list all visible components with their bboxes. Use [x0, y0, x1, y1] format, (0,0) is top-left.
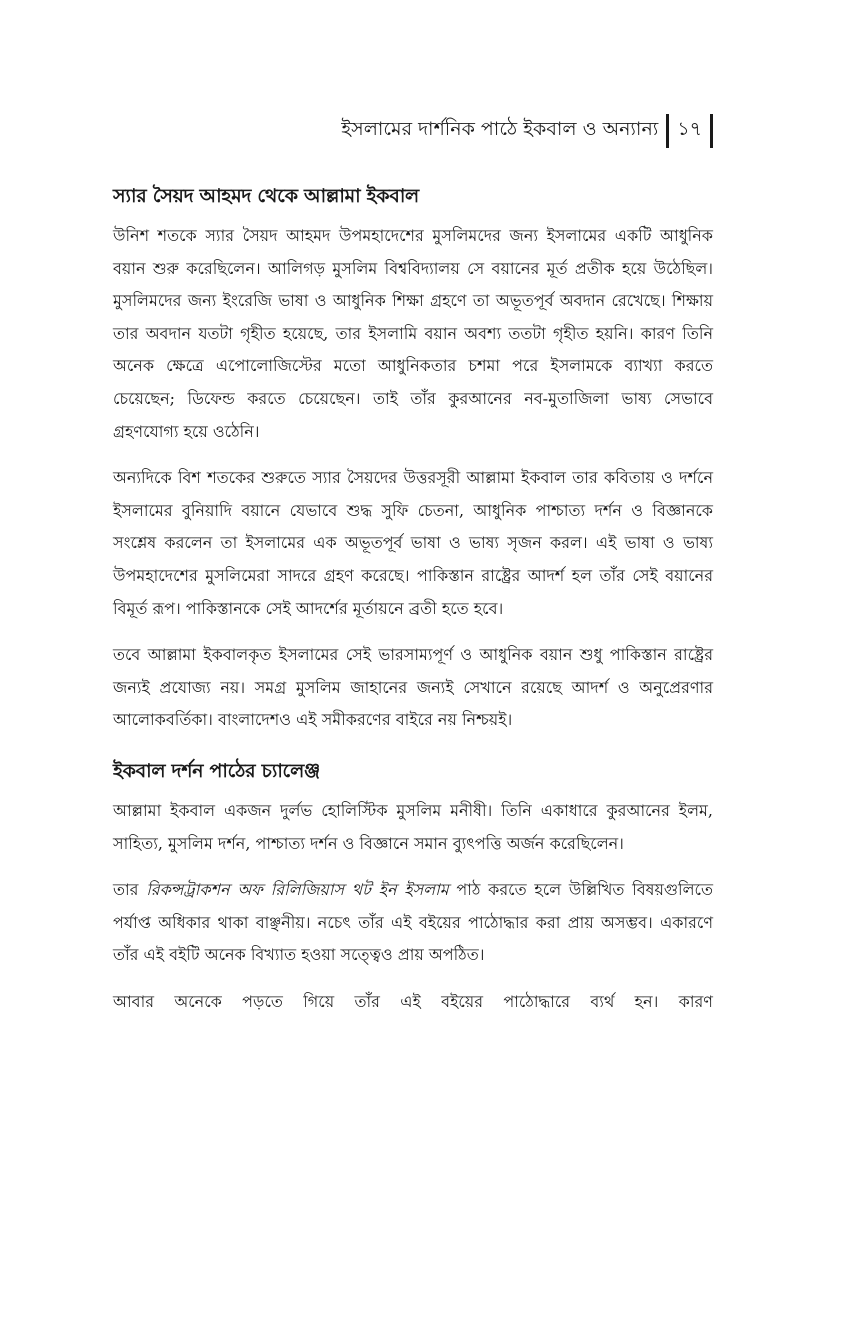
- page-header: [341, 112, 713, 150]
- header-rule-left: [666, 114, 669, 148]
- paragraph-with-book-title: [113, 874, 713, 972]
- section-heading: স্যার সৈয়দ আহমদ থেকে আল্লামা ইকবাল: [113, 185, 419, 207]
- book-title: রিকন্সট্রাকশন অফ রিলিজিয়াস থট ইন ইসলাম: [146, 880, 449, 900]
- paragraph: উনিশ শতকে স্যার সৈয়দ আহমদ উপমহাদেশের মুসলিমদের জন্য ইসলামের একটি আধুনিক বয়ান শুরু করেছিলেন। আলিগড় মুসলিম বিশ্ববিদ্যালয় সে বয়ানের মূর্ত প্রতীক হয়ে উঠেছিল। মুসলিমদের জন্য ইংরেজি ভাষা ও আধুনিক শিক্ষা গ্রহণে তা অভূতপূর্ব অবদান রেখেছে। শিক্ষায় তার অবদান যতটা গৃহীত হয়েছে, তার ইসলামি বয়ান অবশ্য ততটা গৃহীত হয়নি। কারণ তিনি অনেক ক্ষেত্রে এপোলোজিস্টের মতো আধুনিকতার চশমা পরে ইসলামকে ব্যাখ্যা করতে চেয়েছেন; ডিফেন্ড করতে চেয়েছেন। তাই তাঁর কুরআনের নব-মুতাজিলা ভাষ্য সেভাবে গ্রহণযোগ্য হয়ে ওঠেনি।: [113, 226, 713, 441]
- page-body: [113, 178, 713, 1032]
- text-run: তার: [113, 880, 147, 900]
- running-title: ইসলামের দার্শনিক পাঠে ইকবাল ও অন্যান্য: [341, 118, 659, 140]
- text-run: পাঠ করতে হলে উল্লিখিত বিষয়গুলিতে পর্যাপ্ত অধিকার থাকা বাঞ্ছনীয়। নচেৎ তাঁর এই বইয়ের পাঠোদ্ধার করা প্রায় অসম্ভব। একারণে তাঁর এই বইটি অনেক বিখ্যাত হওয়া সত্ত্বেও প্রায় অপঠিত।: [113, 880, 713, 965]
- paragraph: তবে আল্লামা ইকবালকৃত ইসলামের সেই ভারসাম্যপূর্ণ ও আধুনিক বয়ান শুধু পাকিস্তান রাষ্ট্রের জন্যই প্রযোজ্য নয়। সমগ্র মুসলিম জাহানের জন্যই সেখানে রয়েছে আদর্শ ও অনুপ্রেরণার আলোকবর্তিকা। বাংলাদেশও এই সমীকরণের বাইরে নয় নিশ্চয়ই।: [113, 645, 713, 730]
- paragraph: আল্লামা ইকবাল একজন দুর্লভ হোলিস্টিক মুসলিম মনীষী। তিনি একাধারে কুরআনের ইলম, সাহিত্য, মুসলিম দর্শন, পাশ্চাত্য দর্শন ও বিজ্ঞানে সমান ব্যুৎপত্তি অর্জন করেছিলেন।: [113, 800, 713, 853]
- section-iqbal-philosophy-challenge: [113, 753, 713, 1019]
- paragraph: আবার অনেকে পড়তে গিয়ে তাঁর এই বইয়ের পাঠোদ্ধারে ব্যর্থ হন। কারণ: [113, 991, 713, 1011]
- section-syed-ahmad-to-iqbal: [113, 178, 713, 737]
- header-rule-right: [710, 114, 713, 148]
- section-heading: ইকবাল দর্শন পাঠের চ্যালেঞ্জ: [113, 759, 320, 782]
- page-number: ১৭: [677, 118, 702, 140]
- paragraph: অন্যদিকে বিশ শতকের শুরুতে স্যার সৈয়দের উত্তরসূরী আল্লামা ইকবাল তার কবিতায় ও দর্শনে ইসলামের বুনিয়াদি বয়ানে যেভাবে শুদ্ধ সুফি চেতনা, আধুনিক পাশ্চাত্য দর্শন ও বিজ্ঞানকে সংশ্লেষ করলেন তা ইসলামের এক অভূতপূর্ব ভাষা ও ভাষ্য সৃজন করল। এই ভাষা ও ভাষ্য উপমহাদেশের মুসলিমেরা সাদরে গ্রহণ করেছে। পাকিস্তান রাষ্ট্রের আদর্শ হল তাঁর সেই বয়ানের বিমূর্ত রূপ। পাকিস্তানকে সেই আদর্শের মূর্তায়নে ব্রতী হতে হবে।: [113, 468, 713, 618]
